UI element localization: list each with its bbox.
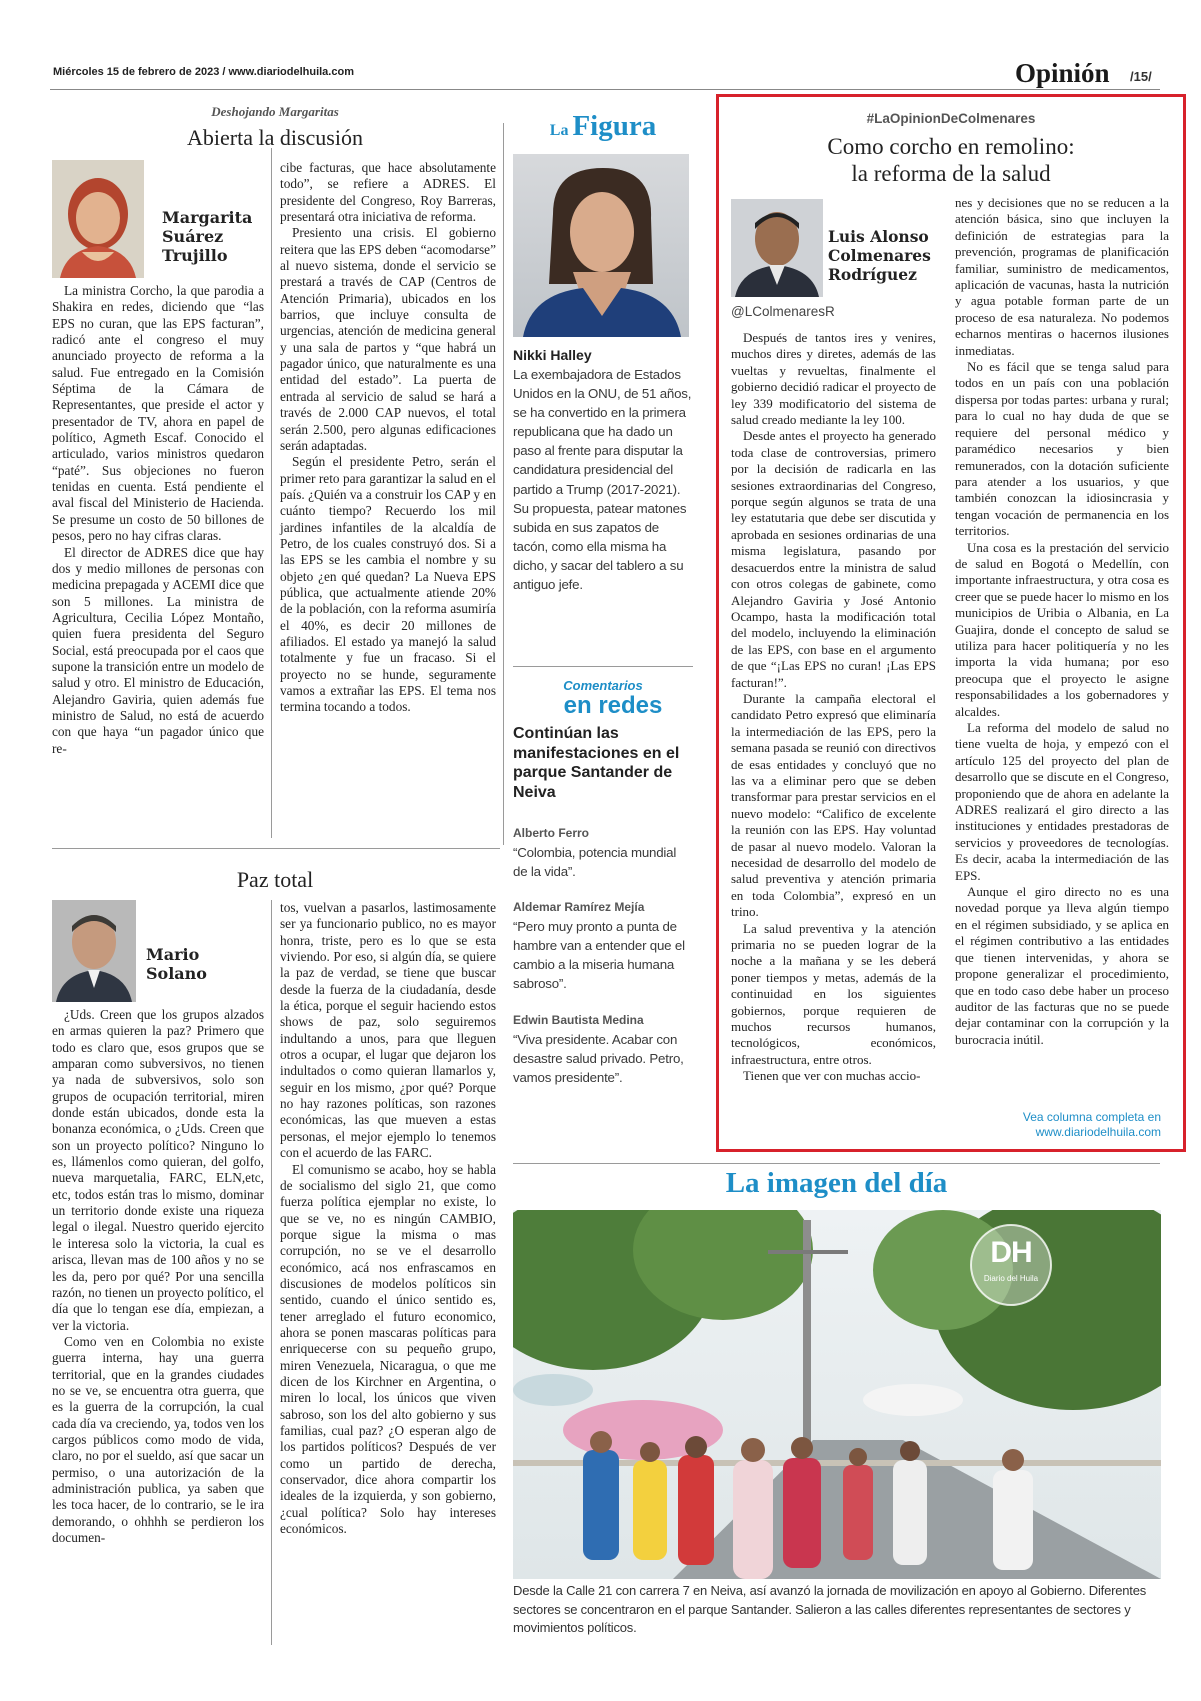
page-number: /15/ xyxy=(1130,69,1152,84)
section-divider xyxy=(513,666,693,667)
author-name-line: Suárez xyxy=(162,227,224,246)
paragraph: Aunque el giro directo no es una novedad porque ya lleva algún tiempo en el régimen subsidiado, y se aplica en el régimen contributivo a las entidades que tienen intervenidas, y ahora se propone generalizar el procedimiento, que en todo caso debe haber un proceso auditor de las facturas que no se puede dejar contaminar con la corrupción y la burocracia inútil. xyxy=(955,884,1169,1047)
paragraph: Durante la campaña electoral el candidato Petro expresó que eliminaría la intermediación de las EPS, pero la semana pasada se reunió con directivos de esas entidades y concluyó que no las va a eliminar pero que se deben transformar para prestar servicios en el nuevo modelo: “Califico de excelente la reunión con las EPS. Hay voluntad de pasar al nuevo modelo. Valoran la necesidad de desarrollo del modelo de salud preventiva y atención primaria en toda Colombia”, expresó en un trino. xyxy=(731,690,936,920)
figura-name: Nikki Halley xyxy=(513,347,592,363)
redes-heading xyxy=(513,679,693,719)
paragraph: El director de ADRES dice que hay dos y medio millones de personas con medicina prepagada y ACEMI dice que son 5 millones. La ministra de Agricultura, Cecilia López Montaño, quien fuera presidenta del Seguro Social, está preocupada por el caos que supone la transición entre un modelo de salud y otro. El ministro de Educación, Alejandro Gaviria, quien además fue ministro de Salud, no está de acuerdo con que haya “un pagador único que re- xyxy=(52,544,264,756)
paragraph: ¿Uds. Creen que los grupos alzados en armas quieren la paz? Primero que todo es claro que, esos grupos que se amparan como subversivos, no tienen ya nada de subversivos, solo son grupos de ocupación territorial, miren donde están ubicados, donde esta la bonanza económica, o ¿Uds. Creen que son un proyecto político? Ninguno lo es, llámenlos como quieran, del golfo, nueva marquetalia, FARC, ELN,etc, etc, todos están tras lo mismo, dominar un territorio donde existe una riqueza legal o ilegal. Nuestro querido ejercito le interesa solo la victoria, la cual es arisca, llevan mas de 100 años y no se les da, pero por qué? Por una sencilla razón, no tienen un proyecto político, el día que lo tengan ese día, empiezan, a ver la victoria. xyxy=(52,1007,264,1333)
paragraph: Desde antes el proyecto ha generado toda clase de controversias, primero por la decisión de radicarla en las sesiones extraordinarias del Congreso, porque según algunos se trata de una ley estatutaria que debe ser discutida y aprobada en sesiones ordinarias de una misma legislatura, pasando por desacuerdos entre la ministra de salud con otros colegas de gabinete, como Alejandro Gaviria y José Antonio Ocampo, hasta la modificación total del modelo, incluyendo la eliminación de las EPS, con base en el argumento de que “¡Las EPS no curan! ¡Las EPS facturan!”. xyxy=(731,428,936,690)
author-name-line: Mario xyxy=(146,945,200,964)
column-divider xyxy=(271,900,272,1645)
author-handle[interactable]: @LColmenaresR xyxy=(731,304,835,319)
author-name-suarez xyxy=(162,208,266,265)
read-more-url: www.diariodelhuila.com xyxy=(1035,1125,1161,1139)
figura-label-big: Figura xyxy=(572,110,657,142)
title-line: la reforma de la salud xyxy=(851,161,1051,186)
imagen-photo xyxy=(513,1210,1161,1579)
top-rule xyxy=(50,89,1160,90)
paragraph: Después de tantos ires y venires, muchos dires y diretes, además de las vueltas y revueltas, finalmente el gobierno decidió radicar el proyecto de ley 339 modificatorio del sistema de salud creado mediante la ley 100. xyxy=(731,330,936,428)
figura-photo xyxy=(513,154,689,337)
colmenares-column1 xyxy=(731,330,936,1085)
comment-author: Alberto Ferro xyxy=(513,826,590,840)
paragraph: Tienen que ver con muchas accio- xyxy=(743,1068,921,1084)
redes-comment xyxy=(513,1013,693,1087)
paragraph: Una cosa es la prestación del servicio de salud en Bogotá o Medellín, con importante infraestructura, y otra cosa es creer que se puede hacer lo mismo en los municipios de Uribia o Albania, en La Guajira, donde el concepto de salud se utiliza para hacer politiquería y no les importa la vida humana; por eso preocupa que el proyecto le asigne responsabilidades a los gobernadores y alcaldes. xyxy=(955,539,1169,719)
paragraph: Como ven en Colombia no existe guerra interna, hay una guerra territorial, que en la grandes ciudades no se ve, se encuentra otra guerra, que es la guerra de la corrupción, la cual cada día va creciendo, ya, todos ven los cargos públicos como modo de vida, claro, no por el sueldo, así que sacar un permiso, o una autorización de la administración publica, ya saben que les toca hacer, de lo contrario, se le ira demorando, o ohhhh se perdieron los documen- xyxy=(52,1333,264,1545)
author-photo-suarez xyxy=(52,160,144,278)
section-title: Opinión xyxy=(1015,58,1110,88)
author-name-line: Colmenares xyxy=(828,246,931,265)
redes-label-big: en redes xyxy=(563,692,663,719)
author-name-line: Trujillo xyxy=(162,246,228,265)
comment-author: Aldemar Ramírez Mejía xyxy=(513,900,645,914)
article2-column1 xyxy=(52,1007,264,1546)
figura-heading xyxy=(513,110,693,143)
paragraph: La ministra Corcho, la que parodia a Shakira en redes, diciendo que “las EPS no curan, que las EPS facturan”, radicó ante el congreso el muy anunciado proyecto de reforma a la salud. Fue entregado en la Comisión Séptima de la Cámara de Representantes, que preside el actor y presentador de TV, ahora en papel de político, Agmeth Escaf. Conocido el articulado, varios ministros quedaron “paté”. Sus objeciones no fueron tenidas en cuenta. Está pendiente el aval fiscal del Ministerio de Hacienda. Se presume un costo de 50 billones de pesos, pero no hay cifras claras. xyxy=(52,283,264,544)
paragraph: tos, vuelvan a pasarlos, lastimosamente ser ya funcionario publico, no es mayor honra, triste, pero es lo que se esta viviendo. Por eso, si algún día, se quiere la paz de verdad, se tiene que buscar desde la fuerza de la ciudadanía, desde la ética, porque el seguir haciendo estos shows de paz, solo seguiremos indultando a unos, para que lleguen otros a ocupar, el lugar que dejaron los indultados o como quieran llamarlos y, seguir en los mismo, ¿por qué? Porque no hay razones políticas, son razones económicas, las que mueven a estas personas, el mejor ejemplo lo tenemos con el acuerdo de las FARC. xyxy=(280,900,496,1161)
read-more-link[interactable] xyxy=(955,1110,1161,1140)
column-divider xyxy=(503,123,504,845)
author-photo-solano xyxy=(52,900,136,1002)
author-name-line: Solano xyxy=(146,964,207,983)
author-name-solano xyxy=(146,945,266,983)
redes-label-small: Comentarios xyxy=(563,678,643,693)
masthead-date-site: Miércoles 15 de febrero de 2023 / www.diariodelhuila.com xyxy=(53,66,354,78)
section-divider xyxy=(513,1163,1160,1164)
comment-author: Edwin Bautista Medina xyxy=(513,1013,644,1027)
author-photo-colmenares xyxy=(731,199,823,297)
article-title: Paz total xyxy=(236,867,314,892)
redes-comment xyxy=(513,900,693,993)
imagen-caption: Desde la Calle 21 con carrera 7 en Neiva, así avanzó la jornada de movilización en apoyo al Gobierno. Diferentes sectores se concentraron en el parque Santander. Salieron a las calles diferentes representantes de sectores y movimientos políticos. xyxy=(513,1583,1147,1635)
article1-column1 xyxy=(52,283,264,757)
dh-logo-sub: Diario del Huila xyxy=(983,1274,1039,1283)
figura-label-small: La xyxy=(549,122,569,139)
imagen-title: La imagen del día xyxy=(725,1167,948,1199)
comment-text: “Colombia, potencia mundial de la vida”. xyxy=(513,845,677,880)
comment-text: “Pero muy pronto a punta de hambre van a entender que el cambio a la miseria humana sabroso”. xyxy=(513,919,685,992)
paragraph: cibe facturas, que hace absolutamente todo”, se refiere a ADRES. El presidente del Congreso, Roy Barreras, presentará otra iniciativa de reforma. xyxy=(280,160,496,225)
read-more-line: Vea columna completa en xyxy=(1022,1110,1161,1124)
colmenares-hashtag: #LaOpinionDeColmenares xyxy=(866,111,1036,126)
paragraph: nes y decisiones que no se reducen a la atención básica, sino que incluyen la definición de estrategias para la prevención, programas de planificación familiar, suministro de medicamentos, aplicación de vacunas, hasta la nutrición y agua potable forman parte de un proceso de esa naturaleza. No podemos echarnos mentiras o hacernos ilusiones inmediatas. xyxy=(955,195,1169,358)
title-line: Como corcho en remolino: xyxy=(827,134,1075,159)
dh-logo: DH xyxy=(990,1236,1032,1269)
paragraph: La salud preventiva y la atención primaria no se pueden lograr de la noche a la mañana y se les deberá poner tiempos y metas, además de la continuidad en los siguientes gobiernos, porque requieren de muchos recursos humanos, tecnológicos, económicos, infraestructura, entre otros. xyxy=(731,920,936,1067)
paragraph: La reforma del modelo de salud no tiene vuelta de hoja, y empezó con el artículo 125 del proyecto del plan de desarrollo que se discute en el Congreso, proponiendo que de ahora en adelante la ADRES realizará el giro directo a las instituciones y entidades prestadoras de servicios y proveedores de tecnologías. Es decir, acaba la intermediación de las EPS. xyxy=(955,720,1169,883)
author-name-line: Margarita xyxy=(162,208,253,227)
redes-headline: Continúan las manifestaciones en el parque Santander de Neiva xyxy=(513,725,680,801)
section-divider xyxy=(52,848,500,849)
colmenares-title xyxy=(724,133,1178,187)
author-name-line: Luis Alonso xyxy=(828,227,929,246)
author-name-line: Rodríguez xyxy=(828,265,917,284)
redes-comment xyxy=(513,826,693,881)
figura-text: La exembajadora de Estados Unidos en la ONU, de 51 años, se ha convertido en la primera republicana que ha dado un paso al frente para disputar la candidatura presidencial del partido a Trump (2017-2021). Su propuesta, patear matones subida en sus zapatos de tacón, como ella misma ha dicho, y sacar del tablero a su antiguo jefe. xyxy=(513,367,692,593)
article1-column2 xyxy=(280,160,496,716)
article2-column2 xyxy=(280,900,496,1537)
comment-text: “Viva presidente. Acabar con desastre salud privado. Petro, vamos presidente”. xyxy=(513,1032,684,1086)
column-divider xyxy=(271,148,272,838)
article-title: Abierta la discusión xyxy=(187,125,363,150)
author-name-colmenares xyxy=(828,227,968,284)
paragraph: El comunismo se acabo, hoy se habla de socialismo del siglo 21, que como fuerza política ejemplar no existe, lo que se ve, no es ningún CAMBIO, porque sigue la misma o mas corrupción, no se ve el desarrollo económico, acá nos enfrascamos en discusiones de modelos políticos sin sentido, cuando el único sentido es, tener arreglado el futuro economico, ahora se ponen mascaras políticas para enriquecerse con su pequeño grupo, miren Venezuela, Nicaragua, o que me dicen de los Kirchner en Argentina, o miren lo local, los únicos que viven sabroso, son los del alto gobierno y sus familias, cual paz? ¿O esperan algo de los partidos políticos? Después de ver como un partido de derecha, conservador, dice ahora compartir los ideales de la izquierda, y son gobierno, ¿cual política? Solo hay intereses económicos. xyxy=(280,1161,496,1537)
paragraph: Presiento una crisis. El gobierno reitera que las EPS deben “acomodarse” al nuevo sistema, donde el servicio se prestará a través de CAP (Centros de Atención Primaria), ubicados en los barrios, que incluye consulta de urgencias, atención de medicina general y una sala de partos y “que habrá un pagador único, que naturalmente es una entidad del estado”. La puerta de entrada al servicio de salud se hará a través de 2.000 CAP nuevos, el total serán 2.500, pero algunas edificaciones serán adaptadas. xyxy=(280,225,496,453)
paragraph: No es fácil que se tenga salud para todos en un país con una población dispersa por todas partes: urbana y rural; para lo cual no hay duda de que se requiere del personal médico y paramédico necesarios y bien remunerados, con la dotación suficiente para atender a los usuarios, y que también conozcan la idiosincrasia y tengan vocación de permanencia en los territorios. xyxy=(955,359,1169,539)
paragraph: Según el presidente Petro, serán el primer reto para garantizar la salud en el país. ¿Quién va a construir los CAP y en cuánto tiempo? Recuerdo los mil jardines infantiles de la alcaldía de Petro, de los cuales construyó dos. Si a las EPS se les cambia el nombre y su objeto ¿en qué quedan? La Nueva EPS pública, que actualmente atiende 20% de la población, con la reforma asumiría el 40%, es decir 20 millones de afiliados. El estado ya manejó la salud totalmente y fue un fracaso. Si el proyecto no se hunde, seguramente vamos a extrañar las EPS. El tema nos termina tocando a todos. xyxy=(280,454,496,715)
colmenares-column2 xyxy=(955,195,1169,1048)
article-kicker: Deshojando Margaritas xyxy=(211,104,339,119)
